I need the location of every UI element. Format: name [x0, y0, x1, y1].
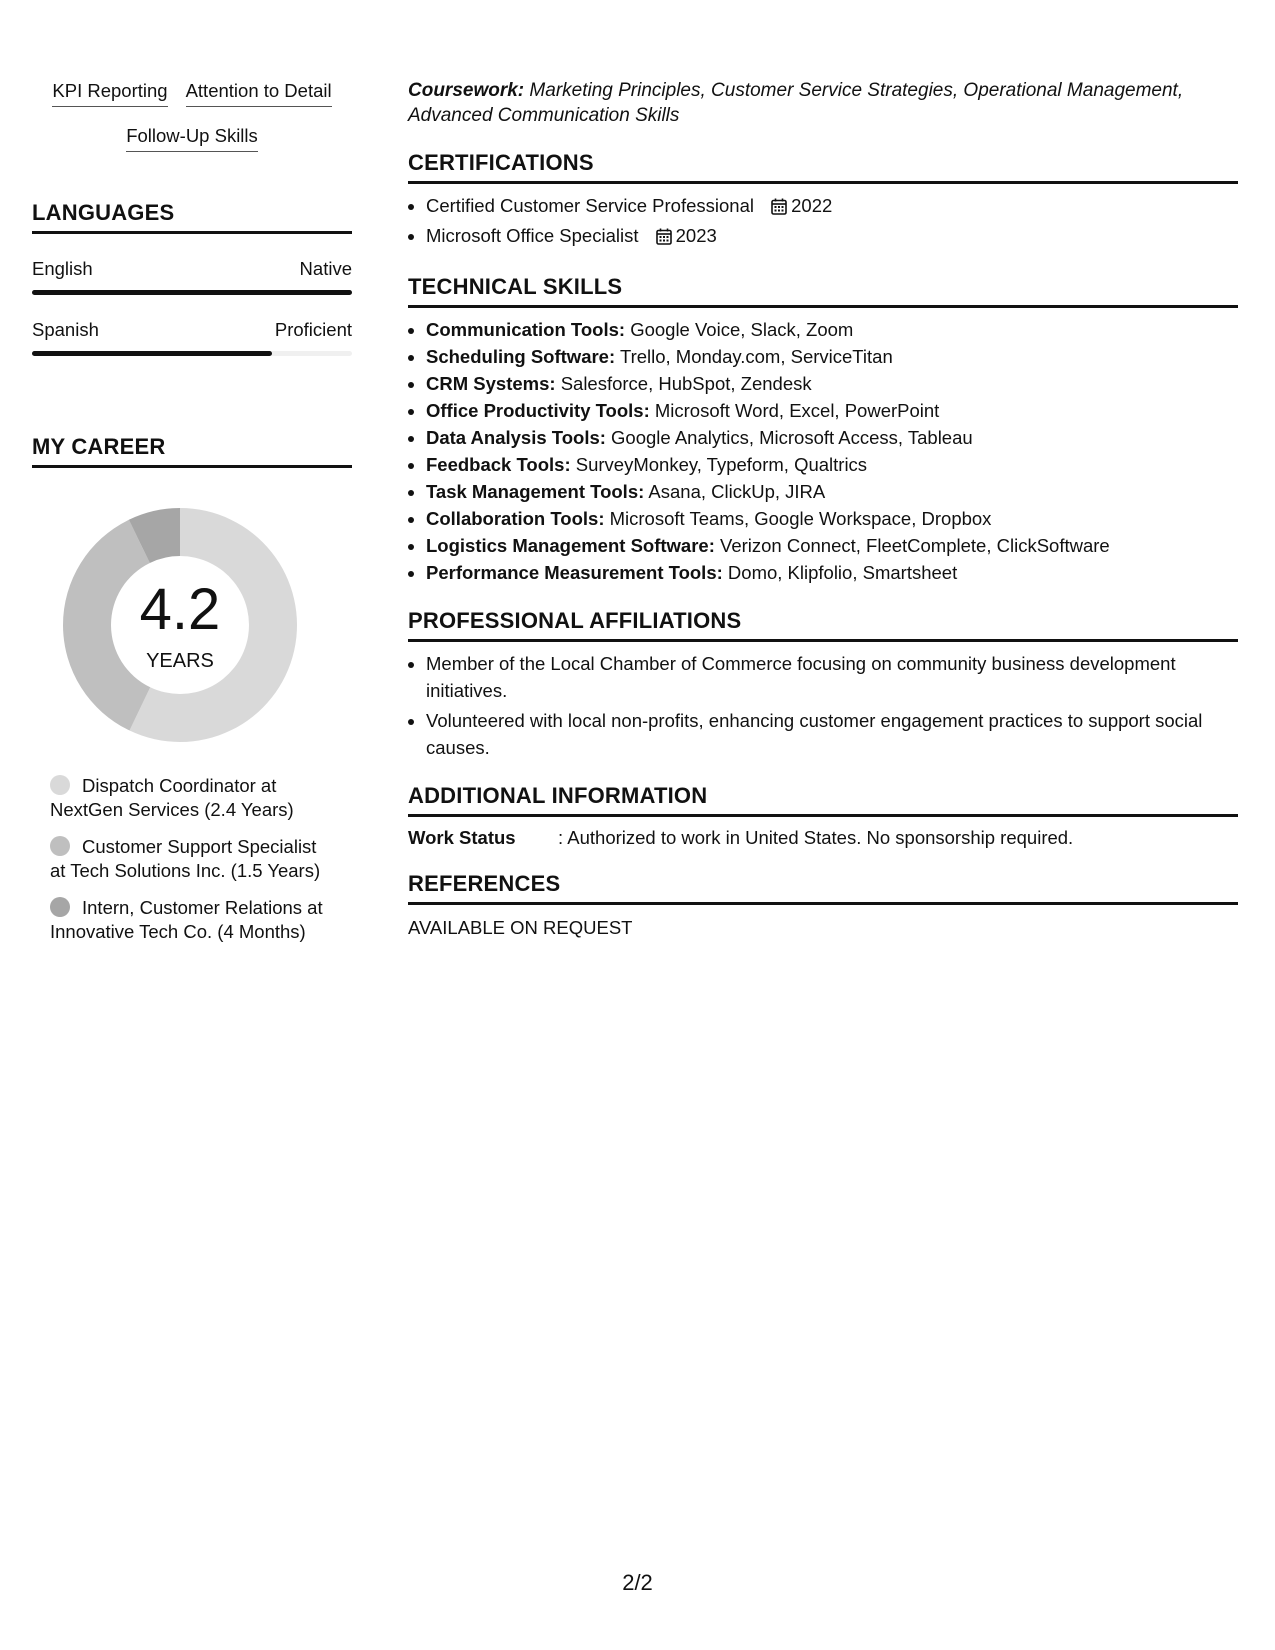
- certifications-list: [408, 192, 1238, 252]
- skill-values: Verizon Connect, FleetComplete, ClickSoftware: [720, 535, 1110, 556]
- skill-item: [426, 478, 1238, 505]
- technical-skills-list: [408, 316, 1238, 586]
- career-donut-chart: [55, 500, 305, 750]
- career-role: Dispatch Coordinator at NextGen Services (2.4 Years): [50, 775, 294, 820]
- references-title: REFERENCES: [408, 871, 1238, 905]
- calendar-icon: [656, 225, 672, 252]
- affiliations-section: [408, 608, 1238, 761]
- skill-category: Feedback Tools:: [426, 454, 571, 475]
- career-section: [32, 434, 352, 944]
- certification-name: Certified Customer Service Professional: [426, 195, 754, 216]
- skill-item: [426, 370, 1238, 397]
- affiliations-list: [408, 650, 1238, 761]
- skill-values: Domo, Klipfolio, Smartsheet: [727, 562, 958, 583]
- certifications-section: [408, 150, 1238, 252]
- languages-section: [32, 200, 352, 356]
- career-total-unit: YEARS: [146, 650, 214, 672]
- main-content: [408, 78, 1238, 939]
- language-proficiency-bar: [32, 290, 352, 295]
- skill-values: SurveyMonkey, Typeform, Qualtrics: [575, 454, 868, 475]
- skill-category: Logistics Management Software:: [426, 535, 715, 556]
- career-legend-item: [50, 896, 335, 944]
- career-legend-item: [50, 774, 335, 822]
- additional-info-title: ADDITIONAL INFORMATION: [408, 783, 1238, 817]
- certification-name: Microsoft Office Specialist: [426, 225, 639, 246]
- language-proficiency-fill: [32, 351, 272, 356]
- certification-item: [426, 192, 1238, 222]
- skill-item: [426, 316, 1238, 343]
- skill-item: [426, 397, 1238, 424]
- language-item: [32, 319, 352, 356]
- skill-category: Performance Measurement Tools:: [426, 562, 723, 583]
- language-item: [32, 258, 352, 295]
- coursework: [408, 78, 1238, 128]
- career-legend-item: [50, 835, 335, 883]
- career-legend: [50, 774, 352, 944]
- skill-values: Salesforce, HubSpot, Zendesk: [560, 373, 812, 394]
- work-status-value: : Authorized to work in United States. No sponsorship required.: [558, 827, 1074, 848]
- certifications-title: CERTIFICATIONS: [408, 150, 1238, 184]
- skill-values: Google Analytics, Microsoft Access, Tableau: [611, 427, 973, 448]
- skill-tag: Attention to Detail: [186, 80, 332, 107]
- skill-values: Microsoft Word, Excel, PowerPoint: [654, 400, 940, 421]
- skill-values: Asana, ClickUp, JIRA: [648, 481, 826, 502]
- career-role: Intern, Customer Relations at Innovative Tech Co. (4 Months): [50, 897, 323, 942]
- skill-tag: Follow-Up Skills: [126, 125, 258, 152]
- additional-info-section: [408, 783, 1238, 849]
- work-status-label: Work Status: [408, 827, 516, 848]
- language-level: Native: [299, 258, 352, 279]
- skill-category: Communication Tools:: [426, 319, 626, 340]
- career-title: MY CAREER: [32, 434, 352, 468]
- skill-values: Microsoft Teams, Google Workspace, Dropbox: [609, 508, 992, 529]
- certification-item: [426, 222, 1238, 252]
- technical-skills-title: TECHNICAL SKILLS: [408, 274, 1238, 308]
- coursework-label: Coursework:: [408, 80, 525, 101]
- skill-tags: [32, 80, 352, 152]
- skill-category: Collaboration Tools:: [426, 508, 605, 529]
- affiliation-item: • Volunteered with local non-profits, enhancing customer engagement practices to support social causes.: [426, 707, 1238, 761]
- skill-item: [426, 532, 1238, 559]
- skill-item: [426, 559, 1238, 586]
- skill-category: Data Analysis Tools:: [426, 427, 606, 448]
- language-name: Spanish: [32, 319, 99, 340]
- language-proficiency-bar: [32, 351, 352, 356]
- technical-skills-section: [408, 274, 1238, 586]
- languages-title: LANGUAGES: [32, 200, 352, 234]
- sidebar: [32, 80, 352, 957]
- skill-item: [426, 343, 1238, 370]
- references-section: [408, 871, 1238, 939]
- legend-dot-icon: [50, 897, 70, 917]
- skill-values: Trello, Monday.com, ServiceTitan: [619, 346, 893, 367]
- language-name: English: [32, 258, 93, 279]
- skill-category: Task Management Tools:: [426, 481, 645, 502]
- certification-year: 2022: [791, 195, 833, 216]
- skill-tag: KPI Reporting: [52, 80, 167, 107]
- language-level: Proficient: [274, 319, 352, 340]
- legend-dot-icon: [50, 775, 70, 795]
- career-total-value: 4.2: [139, 577, 221, 642]
- career-role: Customer Support Specialist at Tech Solutions Inc. (1.5 Years): [50, 836, 321, 881]
- page-number: 2/2: [622, 1570, 653, 1595]
- affiliations-title: PROFESSIONAL AFFILIATIONS: [408, 608, 1238, 642]
- skill-item: [426, 424, 1238, 451]
- skill-item: [426, 451, 1238, 478]
- work-status-row: [408, 827, 1238, 849]
- references-text: AVAILABLE ON REQUEST: [408, 917, 633, 938]
- skill-category: CRM Systems:: [426, 373, 556, 394]
- skill-item: [426, 505, 1238, 532]
- certification-year: 2023: [675, 225, 717, 246]
- calendar-icon: [771, 195, 787, 222]
- language-proficiency-fill: [32, 290, 352, 295]
- legend-dot-icon: [50, 836, 70, 856]
- coursework-text: Marketing Principles, Customer Service Strategies, Operational Management, Advanced Communication Skills: [408, 80, 1184, 126]
- affiliation-item: • Member of the Local Chamber of Commerce focusing on community business development initiatives.: [426, 650, 1238, 704]
- skill-category: Scheduling Software:: [426, 346, 616, 367]
- skill-category: Office Productivity Tools:: [426, 400, 650, 421]
- skill-values: Google Voice, Slack, Zoom: [630, 319, 854, 340]
